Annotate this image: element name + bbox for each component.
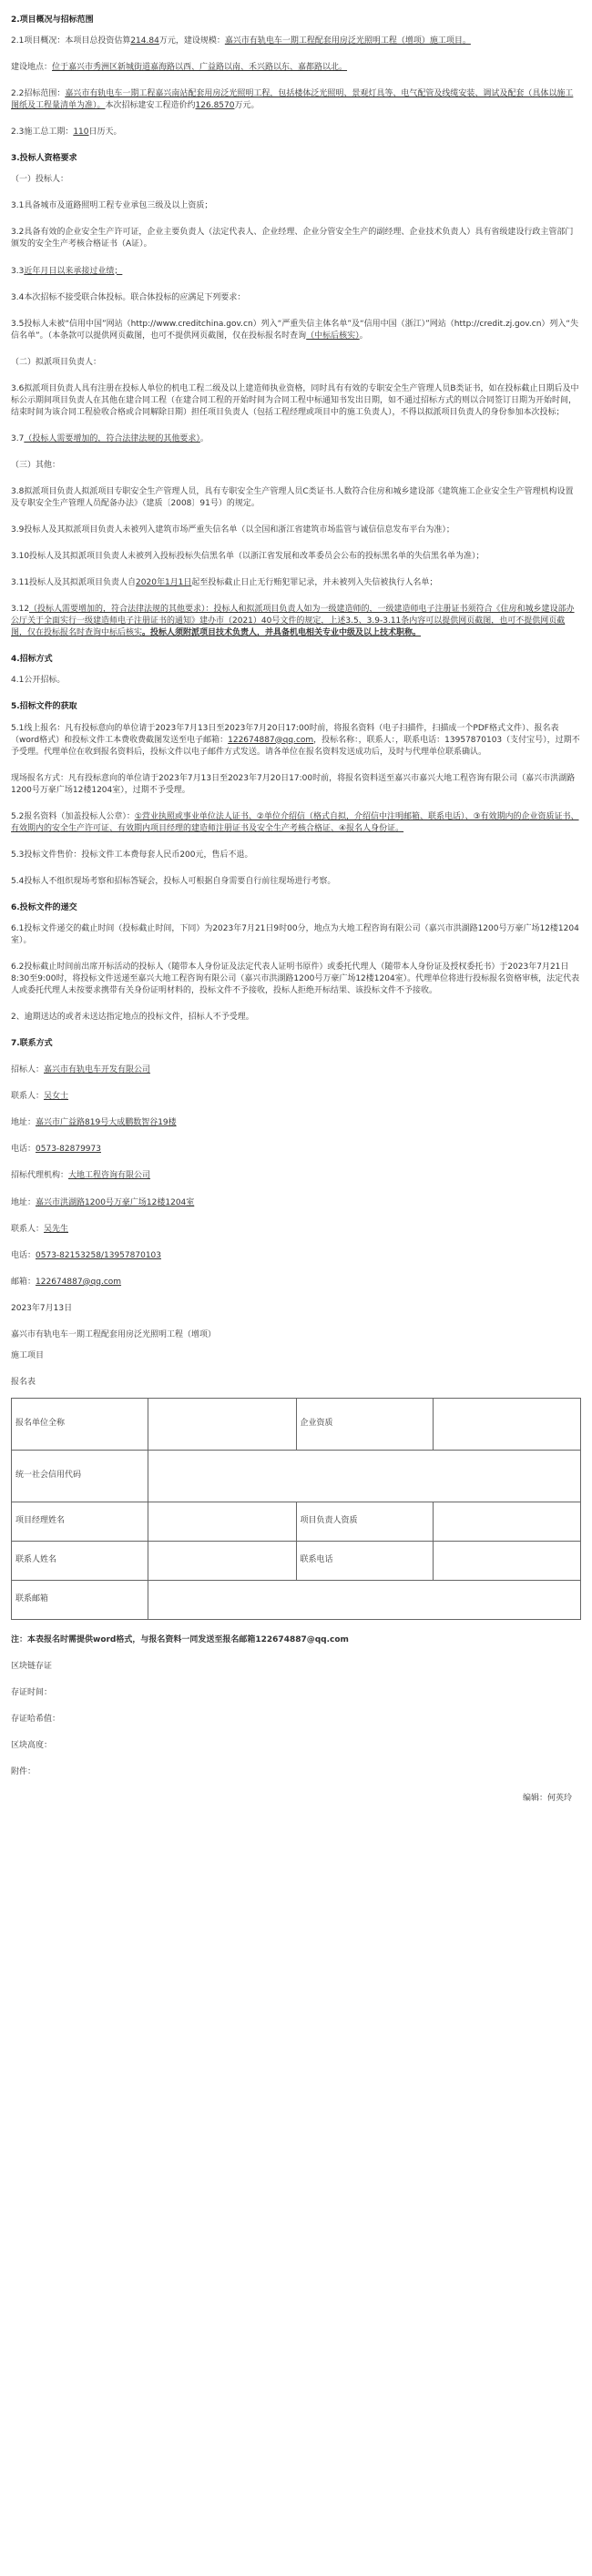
section-3-heading: 3.投标人资格要求 [11, 154, 77, 164]
section-7-heading: 7.联系方式 [11, 1039, 53, 1049]
form-field-unit[interactable] [148, 1398, 297, 1450]
requirement-3-9: 3.9投标人及其拟派项目负责人未被列入建筑市场严重失信名单（以全国和浙江省建筑市场监管与诚信信息发布平台为准）； [11, 525, 454, 535]
subsection-other: （三）其他： [11, 460, 61, 470]
section-2-heading: 2.项目概况与招标范围 [11, 15, 94, 25]
form-field-email[interactable] [148, 1580, 581, 1619]
requirement-3-11: 3.11投标人及其拟派项目负责人自2020年1月1日起至投标截止日止无行贿犯罪记录，并未被列入失信被执行人名单； [11, 578, 438, 588]
onsite-registration: 现场报名方式：凡有投标意向的单位请于2023年7月13日至2023年7月20日17:00时前，将报名资料送至嘉兴市嘉兴大地工程咨询有限公司（嘉兴市洪湖路1200号万豪广场12楼1204室），过期不予受理。 [11, 773, 576, 795]
online-registration: 5.1线上报名：凡有投标意向的单位请于2023年7月13日至2023年7月20日17:00时前，将报名资料（电子扫描件，扫描成一个PDF格式文件）、报名表（word格式）和投标文件工本费收费截图发送至电子邮箱：122674887@qq.com，投标名称：，联系人：，联系电话：13957870103（支付宝号），过期不予受理。代理单位在收到报名资料后，投标文件以电子邮件方式发送。请各单位在报名资料发送成功后，及时与代理单位联系确认。 [11, 723, 580, 757]
section-5-heading: 5.招标文件的获取 [11, 702, 77, 712]
table-row [12, 1398, 581, 1450]
agent-address-line: 地址：嘉兴市洪湖路1200号万豪广场12楼1204室 [11, 1197, 195, 1207]
agent-email-link[interactable]: 122674887@qq.com [36, 1277, 122, 1287]
agent-email-line: 邮箱：122674887@qq.com [11, 1277, 122, 1287]
form-label-manager-qualification: 项目负责人资质 [296, 1502, 433, 1541]
section-6-heading: 6.投标文件的递交 [11, 902, 77, 912]
registration-materials: 5.2报名资料（加盖投标人公章）：①营业执照或事业单位法人证书、②单位介绍信（格式自拟，介绍信中注明邮箱、联系电话）、③有效期内的企业资质证书、有效期内的安全生产许可证、有效期内项目经理的建造师注册证书及安全生产考核合格证、④报名人身份证。 [11, 811, 579, 833]
table-row [12, 1502, 581, 1541]
form-title: 报名表 [11, 1377, 36, 1387]
requirement-3-8: 3.8拟派项目负责人拟派项目专职安全生产管理人员，具有专职安全生产管理人员C类证书.人数符合住房和城乡建设部《建筑施工企业安全生产管理机构设置及专职安全生产管理人员配备办法》（建质〔2008〕91号）的规定。 [11, 486, 574, 509]
requirement-3-5: 3.5投标人未被“信用中国”网站（http://www.creditchina.gov.cn）列入“严重失信主体名单”及“信用中国（浙江）”网站（http://credit.zj.gov.cn）列入“失信名单”。（本条款可以提供网页截图，也可不提供网页截图，仅在投标报名时查询（中标后核实）。 [11, 319, 579, 341]
requirement-3-1: 3.1具备城市及道路照明工程专业承包三级及以上资质； [11, 201, 213, 211]
attachment-label: 附件： [11, 1767, 36, 1777]
tenderer-address-line: 地址：嘉兴市广益路819号大成鹏数智谷19楼 [11, 1118, 177, 1128]
announcement-date: 2023年7月13日 [11, 1303, 73, 1313]
document-price: 5.3投标文件售价：投标文件工本费每套人民币200元，售后不退。 [11, 850, 253, 860]
registration-email-link[interactable]: 122674887@qq.com [228, 735, 314, 745]
agent-contact-line: 联系人：吴先生 [11, 1224, 69, 1234]
form-note: 注：本表报名时需提供word格式，与报名资料一同发送至报名邮箱122674887@qq.com [11, 1634, 349, 1644]
form-label-email: 联系邮箱 [12, 1580, 148, 1619]
form-field-credit-code[interactable] [148, 1450, 581, 1502]
agent-phone-line: 电话：0573-82153258/13957870103 [11, 1250, 161, 1260]
table-row [12, 1580, 581, 1619]
tenderer-line: 招标人：嘉兴市有轨电车开发有限公司 [11, 1065, 151, 1075]
table-row [12, 1541, 581, 1580]
form-field-manager-qualification[interactable] [433, 1502, 581, 1541]
requirement-3-7: 3.7（投标人需要增加的，符合法律法规的其他要求）。 [11, 433, 209, 443]
form-label-contact: 联系人姓名 [12, 1541, 148, 1580]
form-field-manager[interactable] [148, 1502, 297, 1541]
tender-method: 4.1公开招标。 [11, 676, 66, 686]
tender-scope: 2.2招标范围：嘉兴市有轨电车一期工程嘉兴南站配套用房泛光照明工程，包括楼体泛光照明、景观灯具等、电气配管及线缆安装、调试及配套（具体以施工图纸及工程量清单为准）。本次招标建安工程造价约126.8570万元。 [11, 89, 574, 111]
blockchain-label: 区块链存证 [11, 1661, 53, 1671]
submission-procedure: 6.2投标截止时间前出席开标活动的投标人（随带本人身份证及法定代表人证明书原件）或委托代理人（随带本人身份证及授权委托书）于2023年7月21日8:30至9:00时，将投标文件送递至嘉兴大地工程咨询有限公司（嘉兴市洪湖路1200号万豪广场12楼1204室）。代理单位将进行投标报名资格审核，法定代表人或委托代理人未按要求携带有关身份证明材料的，投标文件不予接收，投标人拒绝开标结果、该投标文件不予接收。 [11, 962, 580, 996]
construction-period: 2.3施工总工期：110日历天。 [11, 127, 122, 137]
form-field-contact[interactable] [148, 1541, 297, 1580]
form-label-qualification: 企业资质 [296, 1398, 433, 1450]
form-field-phone[interactable] [433, 1541, 581, 1580]
subsection-bidder: （一）投标人： [11, 175, 69, 185]
requirement-3-6: 3.6拟派项目负责人具有注册在投标人单位的机电工程二级及以上建造师执业资格，同时具有有效的专职安全生产管理人员B类证书，如在投标截止日期后及中标公示期间项目负责人在其他在建合同工程（在建合同工程的开始时间为合同工程中标通知书发出日期，如不通过招标方式的则以合同签订日期为开始时间，结束时间为该合同工程验收合格或合同解除日期）担任项目负责人（包括工程经理或项目中的施工负责人），不得以拟派项目负责人的身份参加本次投标； [11, 383, 579, 417]
requirement-3-10: 3.10投标人及其拟派项目负责人未被列入投标投标失信黑名单（以浙江省发展和改革委员会公布的投标黑名单的失信黑名单为准）； [11, 552, 485, 562]
requirement-3-12: 3.12（投标人需要增加的，符合法律法规的其他要求）：投标人和拟派项目负责人如为一级建造师的，一级建造师电子注册证书须符合《住房和城乡建设部办公厅关于全面实行一级建造师电子注册证书的通知》建办市（2021）40号文件的规定，上述3.5、3.9-3.11条内容可以提供网页截图，也可不提供网页截图，仅在投标报名时查询中标后核实。投标人须附派项目技术负责人，并具备机电相关专业中级及以上技术职称。 [11, 605, 575, 638]
project-subtitle: 施工项目 [11, 1350, 45, 1360]
section-4-heading: 4.招标方式 [11, 655, 53, 665]
project-name: 嘉兴市有轨电车一期工程配套用房泛光照明工程（增项） [11, 1329, 217, 1339]
registration-form-table [11, 1398, 581, 1620]
table-row [12, 1450, 581, 1502]
block-height-label: 区块高度： [11, 1741, 53, 1751]
project-overview: 2.1项目概况：本项目总投资估算214.84万元，建设规模：嘉兴市有轨电车一期工程配套用房泛光照明工程（增项）施工项目。 [11, 36, 471, 46]
requirement-3-2: 3.2具备有效的企业安全生产许可证，企业主要负责人（法定代表人、企业经理、企业分管安全生产的副经理、企业技术负责人）具有省级建设行政主管部门颁发的安全生产考核合格证书（A证）。 [11, 228, 574, 249]
form-label-phone: 联系电话 [296, 1541, 433, 1580]
editor-credit: 编辑：何英玲 [522, 1794, 572, 1804]
site-visit-note: 5.4投标人不组织现场考察和招标答疑会，投标人可根据自身需要自行前往现场进行考察。 [11, 876, 336, 886]
agent-line: 招标代理机构：大地工程咨询有限公司 [11, 1171, 151, 1181]
form-label-unit: 报名单位全称 [12, 1398, 148, 1450]
requirement-3-3: 3.3近年月日以来承接过业绩； [11, 266, 123, 276]
form-label-manager: 项目经理姓名 [12, 1502, 148, 1541]
form-label-credit-code: 统一社会信用代码 [12, 1450, 148, 1502]
tenderer-contact-line: 联系人：吴女士 [11, 1092, 69, 1102]
submission-deadline: 6.1投标文件递交的截止时间（投标截止时间，下同）为2023年7月21日9时00分，地点为大地工程咨询有限公司（嘉兴市洪湖路1200号万豪广场12楼1204室）。 [11, 923, 579, 946]
late-submission-note: 2、逾期送达的或者未送达指定地点的投标文件，招标人不予受理。 [11, 1013, 254, 1023]
requirement-3-4: 3.4本次招标不接受联合体投标。联合体投标的应满足下列要求： [11, 292, 246, 302]
form-field-qualification[interactable] [433, 1398, 581, 1450]
tenderer-phone-line: 电话：0573-82879973 [11, 1145, 101, 1155]
subsection-project-manager: （二）拟派项目负责人： [11, 357, 102, 367]
project-location: 建设地点：位于嘉兴市秀洲区新城街道嘉海路以西、广益路以南、禾兴路以东、嘉都路以北。 [11, 63, 348, 73]
evidence-time-label: 存证时间： [11, 1688, 53, 1697]
evidence-hash-label: 存证哈希值： [11, 1715, 61, 1725]
